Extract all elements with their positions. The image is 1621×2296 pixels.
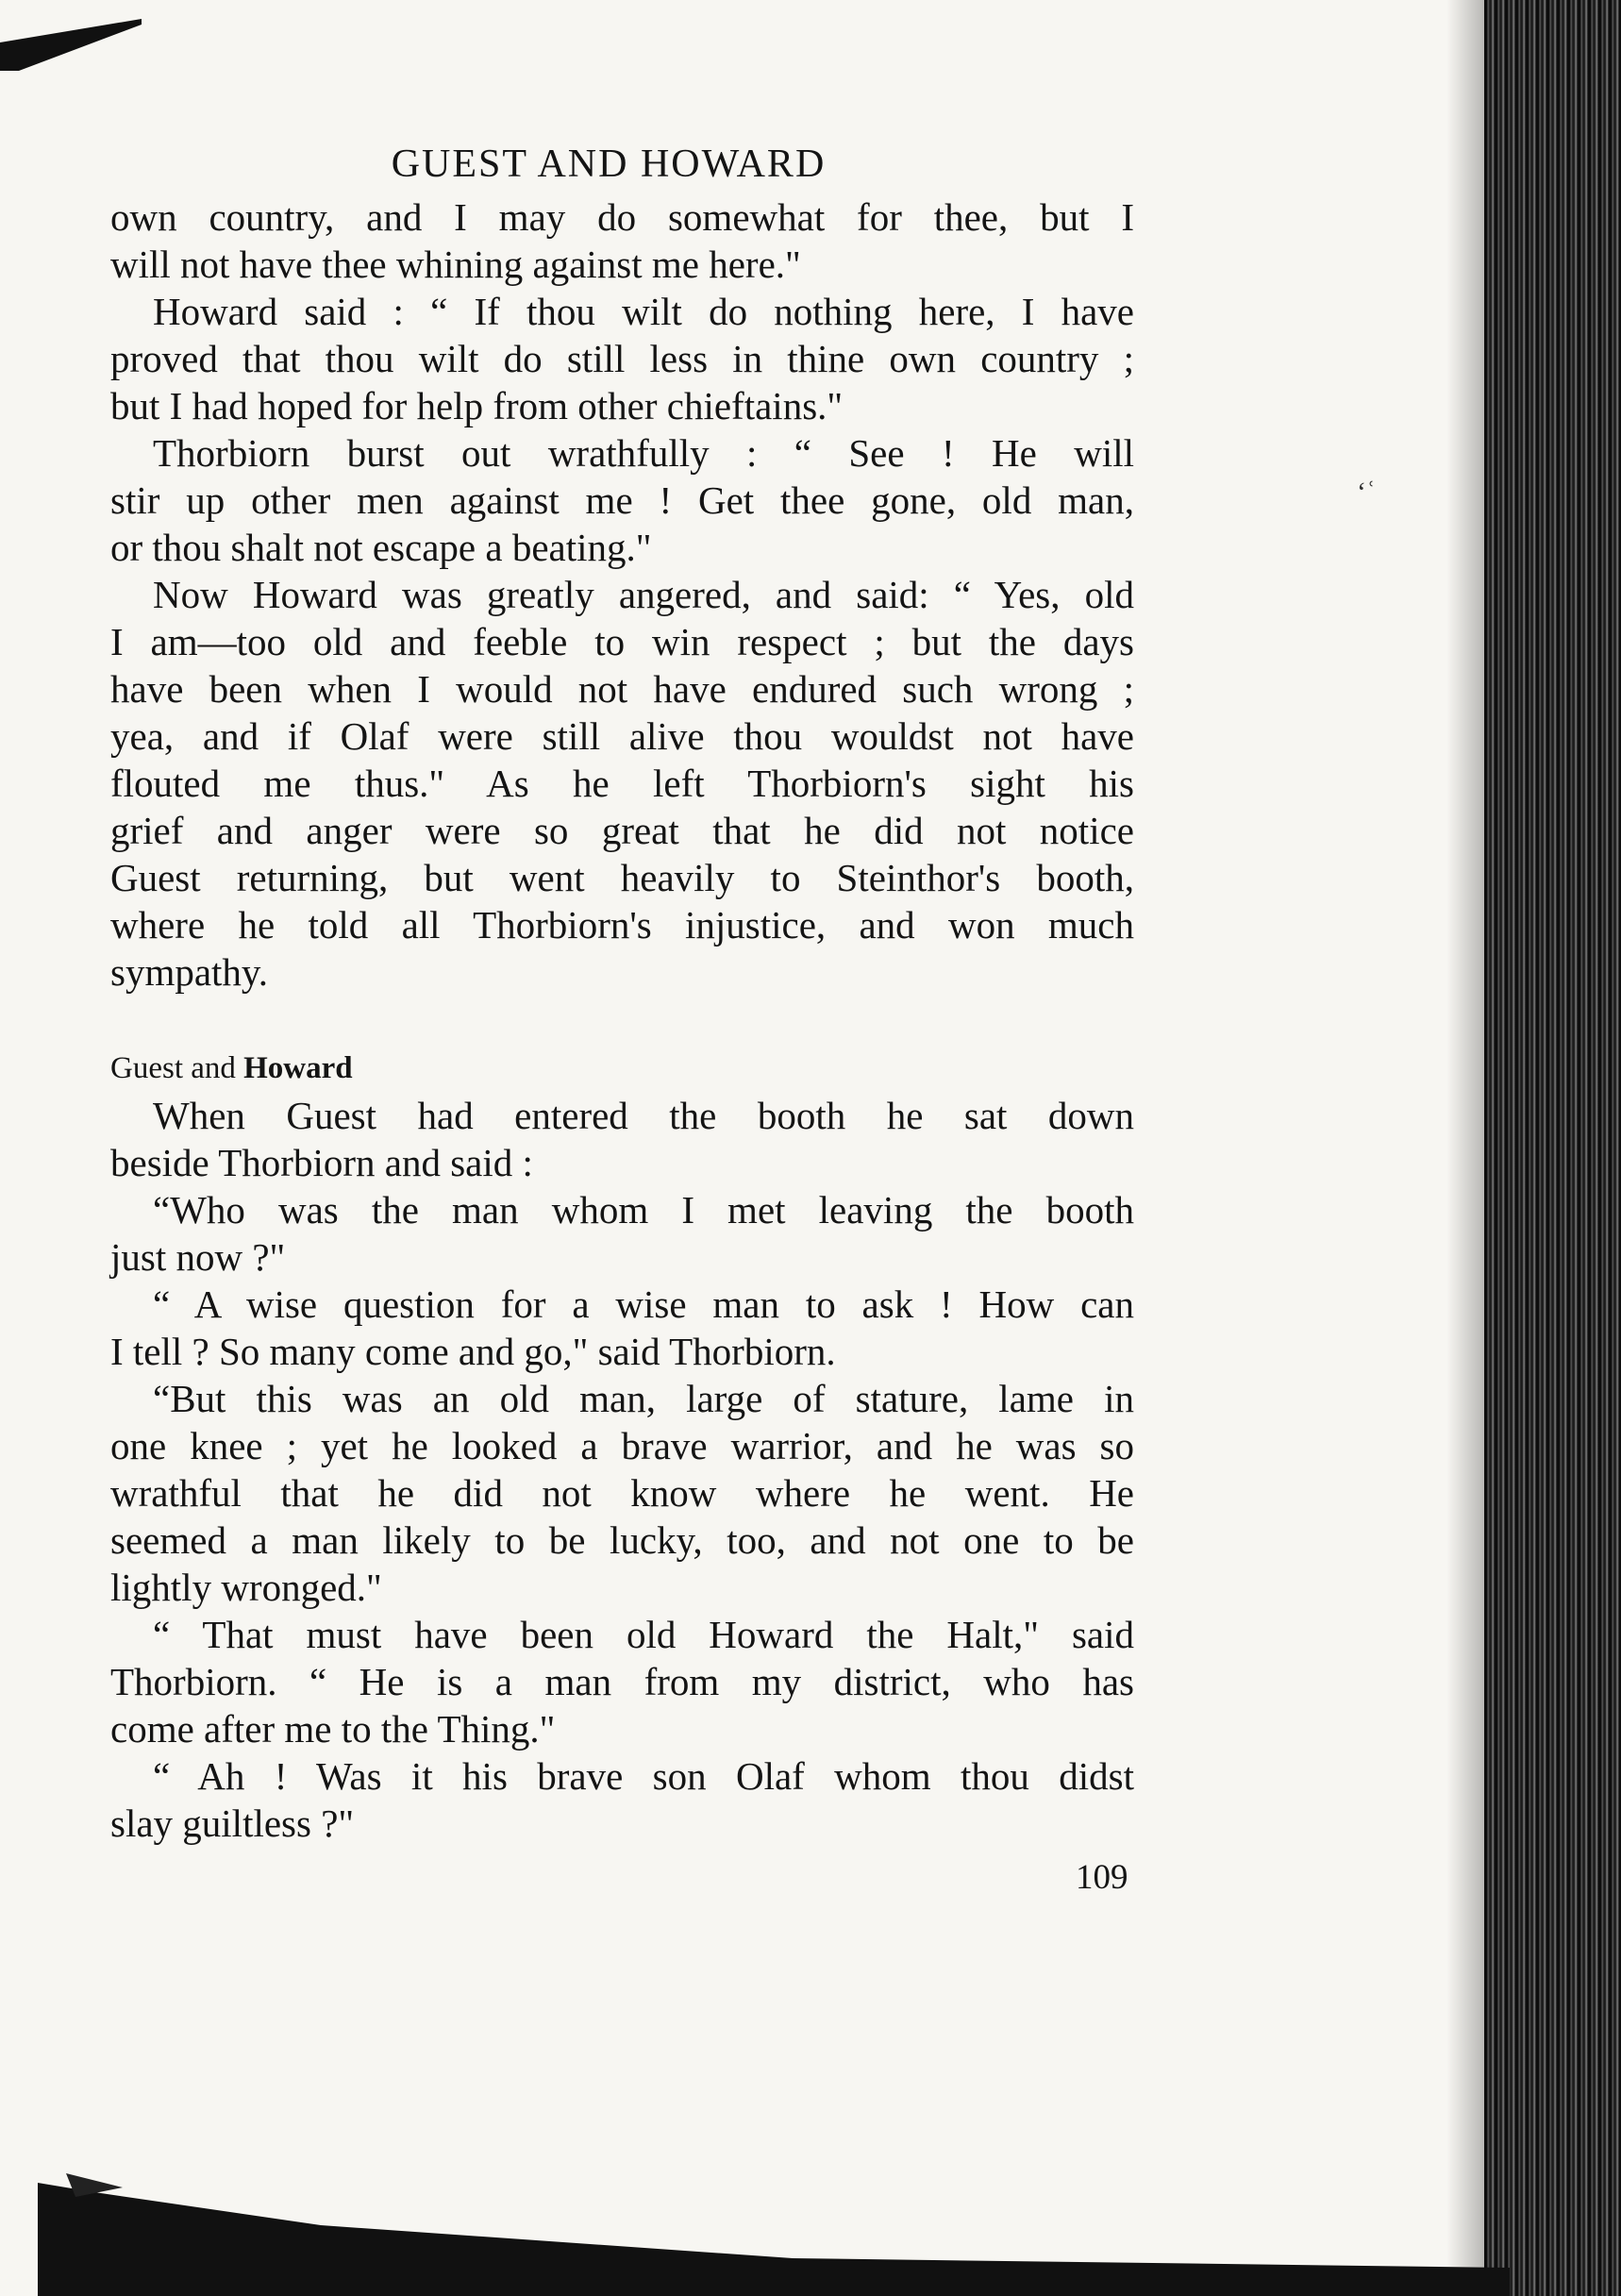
body-text	[110, 193, 1134, 1847]
text-line: proved that thou wilt do still less in thine own country ;	[110, 337, 1134, 380]
section-heading	[110, 1045, 1134, 1092]
text-line: where he told all Thorbiorn's injustice, and won much	[110, 903, 1134, 947]
page-gutter-shadow	[1446, 0, 1484, 2296]
text-line: yea, and if Olaf were still alive thou wouldst not have	[110, 714, 1134, 758]
text-line: beside Thorbiorn and said :	[110, 1141, 533, 1184]
text-line: just now ?"	[110, 1235, 286, 1279]
text-line: Howard said : “ If thou wilt do nothing here, I have	[153, 290, 1134, 333]
text-line: sympathy.	[110, 950, 269, 994]
text-line: lightly wronged."	[110, 1566, 382, 1609]
scan-corner-artifact-top	[0, 19, 142, 71]
page-number: 109	[1076, 1858, 1128, 1897]
text-line: I am—too old and feeble to win respect ; but the days	[110, 620, 1134, 663]
text-line: seemed a man likely to be lucky, too, and not one to be	[110, 1518, 1134, 1562]
running-head: GUEST AND HOWARD	[391, 142, 827, 186]
text-line: “Who was the man whom I met leaving the booth	[153, 1188, 1134, 1232]
margin-mark: ‘ʿ	[1357, 477, 1376, 508]
text-line: Now Howard was greatly angered, and said: “ Yes, old	[153, 573, 1134, 616]
text-line: have been when I would not have endured such wrong ;	[110, 667, 1134, 711]
text-line: “ A wise question for a wise man to ask ! How can	[153, 1282, 1134, 1326]
text-line: own country, and I may do somewhat for thee, but I	[110, 195, 1134, 239]
text-line: Thorbiorn burst out wrathfully : “ See ! He will	[153, 431, 1134, 475]
section-heading-part-b: Howard	[243, 1051, 353, 1085]
text-line: Thorbiorn. “ He is a man from my district, who has	[110, 1660, 1134, 1703]
text-line: Guest returning, but went heavily to Steinthor's booth,	[110, 856, 1134, 899]
scan-corner-artifact-bottom	[38, 2154, 1510, 2296]
book-page-edge	[1484, 0, 1621, 2296]
text-line: I tell ? So many come and go," said Thorbiorn.	[110, 1330, 836, 1373]
text-line: “But this was an old man, large of stature, lame in	[153, 1377, 1134, 1420]
text-line: or thou shalt not escape a beating."	[110, 526, 652, 569]
text-line: but I had hoped for help from other chieftains."	[110, 384, 844, 427]
text-line: stir up other men against me ! Get thee gone, old man,	[110, 478, 1134, 522]
text-line: one knee ; yet he looked a brave warrior, and he was so	[110, 1424, 1134, 1467]
section-gap	[110, 996, 1134, 1045]
text-line: wrathful that he did not know where he went. He	[110, 1471, 1134, 1515]
text-line: come after me to the Thing."	[110, 1707, 556, 1751]
text-line: will not have thee whining against me here."	[110, 243, 801, 286]
text-line: When Guest had entered the booth he sat down	[153, 1094, 1134, 1137]
section-heading-part-a: Guest and	[110, 1051, 236, 1085]
text-line: “ That must have been old Howard the Halt," said	[153, 1613, 1134, 1656]
text-line: flouted me thus." As he left Thorbiorn's sight his	[110, 762, 1134, 805]
text-line: grief and anger were so great that he did not notice	[110, 809, 1134, 852]
text-line: “ Ah ! Was it his brave son Olaf whom thou didst	[153, 1754, 1134, 1798]
text-line: slay guiltless ?"	[110, 1802, 355, 1845]
